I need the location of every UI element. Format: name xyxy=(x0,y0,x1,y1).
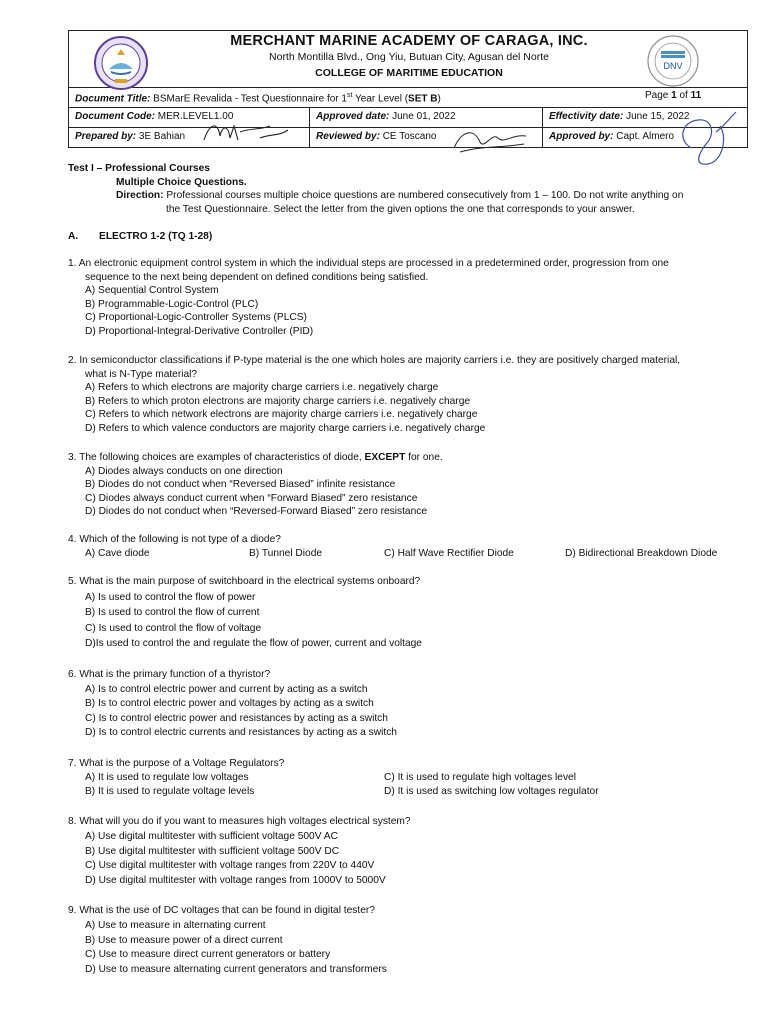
question-text: 7. What is the purpose of a Voltage Regulators? xyxy=(68,758,285,769)
answer-options-row xyxy=(68,785,758,799)
page-label: Page xyxy=(645,90,672,101)
answer-option: B) Tunnel Diode xyxy=(249,547,323,559)
answer-option: D) Bidirectional Breakdown Diode xyxy=(565,547,718,559)
direction-label: Direction: xyxy=(116,190,164,202)
effectivity-label: Effectivity date: xyxy=(549,111,624,122)
question-text xyxy=(68,451,758,465)
answer-option: D)Is used to control the and regulate the flow of power, current and voltage xyxy=(85,638,422,650)
effectivity-value: June 15, 2022 xyxy=(626,111,690,122)
answer-option: A) Refers to which electrons are majority charge carriers i.e. negatively charge xyxy=(85,382,439,394)
row-document-code xyxy=(69,108,747,128)
page-of: of xyxy=(676,90,691,101)
answer-option: A) Use digital multitester with sufficient voltage 500V AC xyxy=(85,830,338,842)
answer-option: C) Refers to which network electrons are majority charge carriers i.e. negatively charge xyxy=(85,409,478,421)
answer-option: C) Is used to control the flow of voltage xyxy=(85,622,262,634)
doc-title-value2: Year Level ( xyxy=(352,93,409,105)
answer-option: D) Refers to which valence conductors are majority charge carriers i.e. negatively charge xyxy=(85,422,486,434)
question-text-pre: 3. The following choices are examples of characteristics of diode, xyxy=(68,452,365,463)
doc-title-set: SET B xyxy=(408,93,438,105)
question-7 xyxy=(68,757,758,799)
direction-line-1 xyxy=(68,189,758,203)
direction-text-1: Professional courses multiple choice questions are numbered consecutively from 1 – 100. Do not write anything on xyxy=(163,190,684,202)
answer-option: B) Refers to which proton electrons are majority charge carriers i.e. negatively charge xyxy=(85,395,471,407)
document-header xyxy=(68,30,748,148)
answer-option: B) Use digital multitester with sufficient voltage 500V DC xyxy=(85,845,340,857)
answer-option: D) Use to measure alternating current generators and transformers xyxy=(85,964,387,976)
answer-option: D) It is used as switching low voltages regulator xyxy=(384,785,599,797)
approved-by-value: Capt. Almero xyxy=(616,131,675,142)
header-banner xyxy=(69,31,747,88)
answer-options-row xyxy=(68,547,758,561)
answer-option: D) Diodes do not conduct when “Reversed-Forward Biased” zero resistance xyxy=(85,506,428,518)
answer-option: B) Diodes do not conduct when “Reversed Biased” infinite resistance xyxy=(85,479,396,491)
test-subtitle: Multiple Choice Questions. xyxy=(116,176,247,188)
answer-option: C) Half Wave Rectifier Diode xyxy=(384,547,514,559)
question-text-post: for one. xyxy=(405,452,443,463)
question-text: 5. What is the main purpose of switchboard in the electrical systems onboard? xyxy=(68,576,421,587)
question-text: 4. Which of the following is not type of a diode? xyxy=(68,534,281,545)
answer-option: A) Is used to control the flow of power xyxy=(85,591,256,603)
approved-by-label: Approved by: xyxy=(549,131,614,142)
answer-option: C) Use to measure direct current generators or battery xyxy=(85,949,331,961)
test-heading xyxy=(68,162,758,216)
dnv-label: DNV xyxy=(663,61,683,71)
answer-option: A) Diodes always conducts on one direction xyxy=(85,465,283,477)
doc-code-label: Document Code: xyxy=(75,111,155,122)
answer-option: C) Is to control electric power and resistances by acting as a switch xyxy=(85,712,388,724)
answer-option: B) It is used to regulate voltage levels xyxy=(85,785,255,797)
prepared-by-signature xyxy=(200,118,292,148)
answer-option: C) Proportional-Logic-Controller Systems (PLCS) xyxy=(85,312,307,324)
reviewed-value: CE Toscano xyxy=(382,131,437,142)
answer-options-row xyxy=(68,771,758,785)
question-6 xyxy=(68,668,758,741)
direction-line-2: the Test Questionnaire. Select the letter from the given options the one that corresponds to your answer. xyxy=(166,203,635,215)
approved-by-signature xyxy=(672,108,742,170)
answer-option: D) Use digital multitester with voltage ranges from 1000V to 5000V xyxy=(85,875,386,887)
question-text: 9. What is the use of DC voltages that can be found in digital tester? xyxy=(68,905,375,916)
answer-option: B) Is used to control the flow of current xyxy=(85,607,260,619)
page-number: 1 xyxy=(671,90,677,101)
answer-option: C) Use digital multitester with voltage ranges from 220V to 440V xyxy=(85,860,375,872)
answer-option: B) Is to control electric power and voltages by acting as a switch xyxy=(85,698,374,710)
doc-title-label: Document Title: xyxy=(75,93,151,105)
answer-option: C) It is used to regulate high voltages level xyxy=(384,771,576,783)
doc-code-value: MER.LEVEL1.00 xyxy=(157,111,234,122)
answer-option: A) It is used to regulate low voltages xyxy=(85,771,249,783)
row-signatories xyxy=(69,128,747,147)
question-text: sequence to the next being dependent on defined conditions being satisfied. xyxy=(85,271,429,283)
cell-document-title xyxy=(69,87,629,107)
answer-option: D) Proportional-Integral-Derivative Controller (PID) xyxy=(85,325,314,337)
reviewed-by-signature xyxy=(450,124,530,156)
question-4 xyxy=(68,533,758,561)
doc-title-close: ) xyxy=(437,93,441,105)
test-title: Test I – Professional Courses xyxy=(68,163,210,174)
doc-title-sup: st xyxy=(346,92,353,99)
school-address: North Montilla Blvd., Ong Yiu, Butuan City, Agusan del Norte xyxy=(269,51,549,63)
answer-option: B) Programmable-Logic-Control (PLC) xyxy=(85,298,259,310)
section-title: ELECTRO 1-2 (TQ 1-28) xyxy=(99,231,213,242)
section-letter: A. xyxy=(68,231,79,242)
school-name: MERCHANT MARINE ACADEMY OF CARAGA, INC. xyxy=(230,33,588,49)
answer-option: A) Use to measure in alternating current xyxy=(85,919,266,931)
question-5 xyxy=(68,574,758,652)
answer-option: A) Is to control electric power and current by acting as a switch xyxy=(85,683,368,695)
section-heading xyxy=(68,230,758,244)
approved-date-label: Approved date: xyxy=(316,111,390,122)
question-9 xyxy=(68,904,758,978)
prepared-label: Prepared by: xyxy=(75,131,137,142)
approved-date-value: June 01, 2022 xyxy=(392,111,456,122)
answer-option: C) Diodes always conduct current when “Forward Biased” zero resistance xyxy=(85,492,418,504)
college-name: COLLEGE OF MARITIME EDUCATION xyxy=(315,67,503,79)
doc-title-value: BSMarE Revalida - Test Questionnaire for 1 xyxy=(153,93,347,105)
page-total: 11 xyxy=(690,90,702,101)
question-2 xyxy=(68,354,758,436)
question-text: what is N-Type material? xyxy=(85,368,198,380)
dnv-certification-logo xyxy=(641,33,705,89)
academy-seal-logo xyxy=(93,35,149,91)
question-8 xyxy=(68,815,758,889)
question-text: 2. In semiconductor classifications if P-type material is the one which holes are majority carriers i.e. they are positively charged material, xyxy=(68,355,681,366)
question-text: 6. What is the primary function of a thyristor? xyxy=(68,669,271,680)
question-text: 8. What will you do if you want to measures high voltages electrical system? xyxy=(68,816,411,827)
answer-option: A) Cave diode xyxy=(85,547,150,559)
row-document-title xyxy=(69,87,747,108)
question-text-emphasis: EXCEPT xyxy=(364,452,406,463)
question-text: 1. An electronic equipment control system in which the individual steps are processed in a predetermined order, progression from one xyxy=(68,258,669,269)
reviewed-label: Reviewed by: xyxy=(316,131,380,142)
answer-option: D) Is to control electric currents and resistances by acting as a switch xyxy=(85,727,397,739)
prepared-value: 3E Bahian xyxy=(138,131,186,142)
question-3 xyxy=(68,451,758,519)
answer-option: B) Use to measure power of a direct current xyxy=(85,934,283,946)
question-1 xyxy=(68,257,758,339)
cell-page-number xyxy=(639,87,747,107)
answer-option: A) Sequential Control System xyxy=(85,285,219,297)
